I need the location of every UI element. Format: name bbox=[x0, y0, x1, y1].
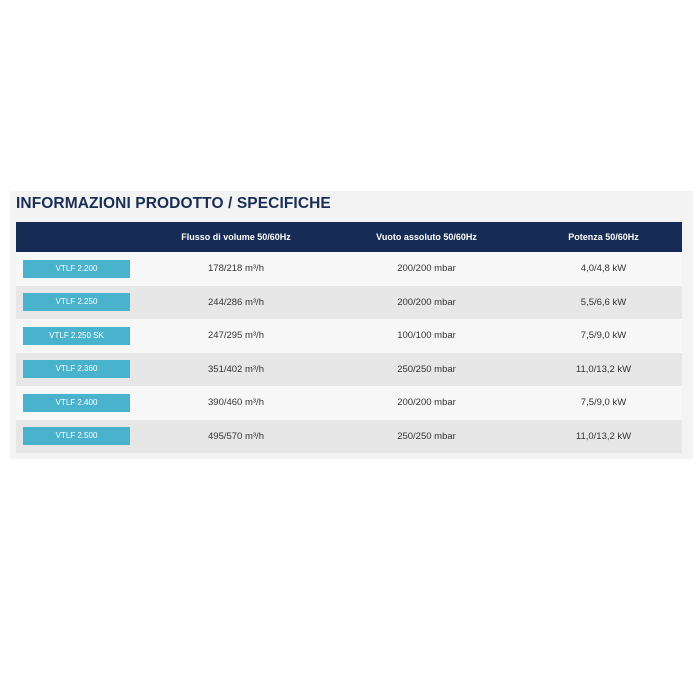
vacuum-cell: 200/200 mbar bbox=[397, 397, 456, 409]
table-header-row bbox=[16, 222, 682, 252]
table-row bbox=[16, 252, 682, 286]
power-cell: 7,5/9,0 kW bbox=[580, 330, 627, 342]
vacuum-cell: 250/250 mbar bbox=[397, 430, 456, 442]
power-cell: 4,0/4,8 kW bbox=[580, 263, 627, 275]
model-cell bbox=[16, 420, 144, 454]
vacuum-cell: 200/200 mbar bbox=[397, 296, 456, 308]
model-badge-vtlf-2-250-sk[interactable]: VTLF 2.250 SK bbox=[23, 327, 130, 345]
table-row bbox=[16, 319, 682, 353]
flow-cell: 390/460 m³/h bbox=[208, 397, 264, 409]
header-model bbox=[16, 222, 144, 252]
vacuum-cell: 200/200 mbar bbox=[397, 263, 456, 275]
model-badge-vtlf-2-360[interactable]: VTLF 2.360 bbox=[23, 360, 130, 378]
model-badge-vtlf-2-200[interactable]: VTLF 2.200 bbox=[23, 260, 130, 278]
power-cell: 5,5/6,6 kW bbox=[580, 296, 627, 308]
header-power: Potenza 50/60Hz bbox=[568, 232, 639, 242]
flow-cell: 178/218 m³/h bbox=[208, 263, 264, 275]
vacuum-cell: 250/250 mbar bbox=[397, 363, 456, 375]
flow-cell: 495/570 m³/h bbox=[208, 430, 264, 442]
model-cell bbox=[16, 386, 144, 420]
spec-table bbox=[16, 222, 682, 453]
model-cell bbox=[16, 319, 144, 353]
model-badge-vtlf-2-500[interactable]: VTLF 2.500 bbox=[23, 427, 130, 445]
table-row bbox=[16, 420, 682, 454]
model-cell bbox=[16, 353, 144, 387]
header-flow: Flusso di volume 50/60Hz bbox=[181, 232, 291, 242]
section-title: INFORMAZIONI PRODOTTO / SPECIFICHE bbox=[16, 195, 331, 212]
table-row bbox=[16, 386, 682, 420]
model-cell bbox=[16, 286, 144, 320]
flow-cell: 247/295 m³/h bbox=[208, 330, 264, 342]
header-vacuum: Vuoto assoluto 50/60Hz bbox=[376, 232, 477, 242]
model-badge-vtlf-2-250[interactable]: VTLF 2.250 bbox=[23, 293, 130, 311]
power-cell: 7,5/9,0 kW bbox=[580, 397, 627, 409]
vacuum-cell: 100/100 mbar bbox=[397, 330, 456, 342]
model-cell bbox=[16, 252, 144, 286]
power-cell: 11,0/13,2 kW bbox=[575, 430, 632, 442]
table-row bbox=[16, 353, 682, 387]
model-badge-vtlf-2-400[interactable]: VTLF 2.400 bbox=[23, 394, 130, 412]
product-spec-panel bbox=[10, 191, 693, 459]
table-row bbox=[16, 286, 682, 320]
flow-cell: 351/402 m³/h bbox=[208, 363, 264, 375]
flow-cell: 244/286 m³/h bbox=[208, 296, 264, 308]
power-cell: 11,0/13,2 kW bbox=[575, 363, 632, 375]
